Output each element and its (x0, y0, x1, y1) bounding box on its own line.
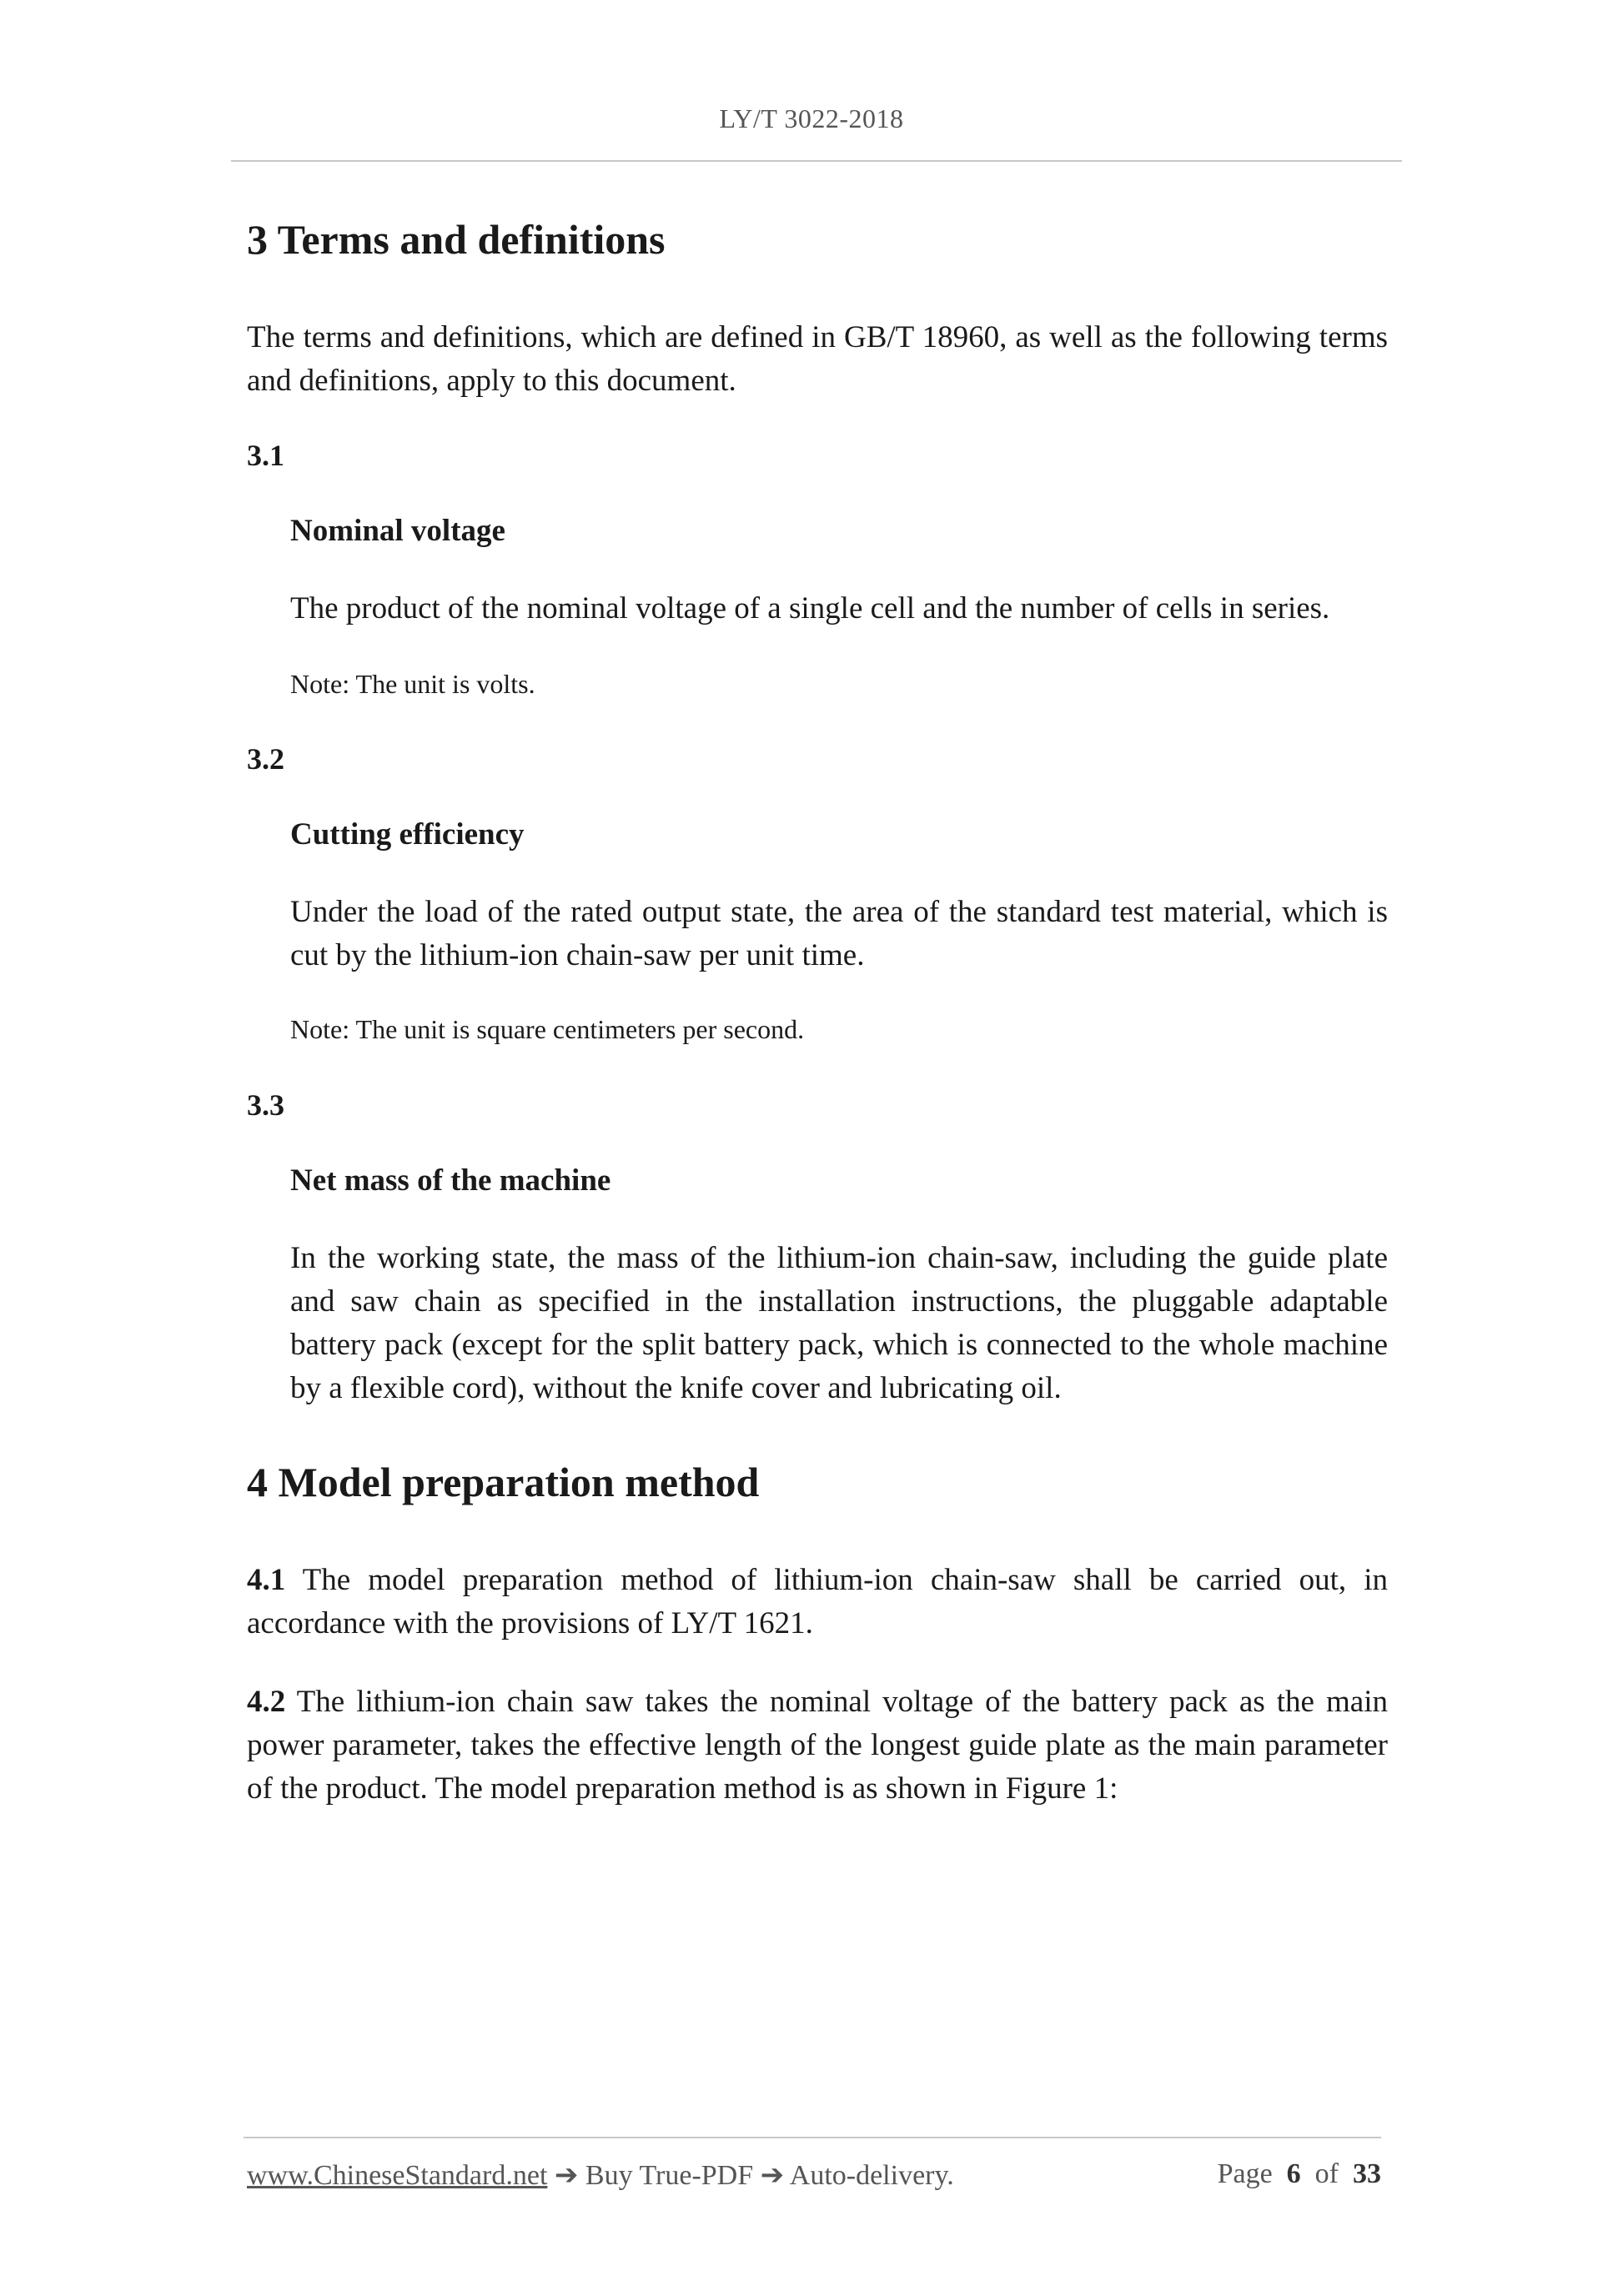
clause-4-1-number: 4.1 (247, 1563, 286, 1597)
term-3-3-definition: In the working state, the mass of the lithium-ion chain-saw, including the guide plate and saw chain as specified in the installation instructions, the pluggable adaptable battery pack (except for the split battery pack, which is connected to the whole machine by a flexible cord), without the knife cover and lubricating oil. (290, 1241, 1388, 1405)
arrow-icon: ➔ (760, 2160, 785, 2191)
section-4-heading: 4 Model preparation method (247, 1459, 760, 1505)
page-number (1218, 2158, 1381, 2190)
term-3-2-number: 3.2 (247, 742, 284, 776)
page-footer (247, 2158, 1381, 2192)
clause-4-2 (247, 1681, 1388, 1811)
clause-4-2-text: The lithium-ion chain saw takes the nominal voltage of the battery pack as the main power parameter, takes the effective length of the longest guide plate as the main parameter of the product. The model preparation method is as shown in Figure 1: (247, 1685, 1388, 1806)
page-current: 6 (1286, 2158, 1301, 2189)
term-3-3-title: Net mass of the machine (290, 1163, 611, 1198)
section-3-intro: The terms and definitions, which are defined in GB/T 18960, as well as the following terms and definitions, apply to this document. (247, 320, 1388, 398)
section-3-heading: 3 Terms and definitions (247, 216, 666, 263)
page-label: Page (1217, 2158, 1273, 2189)
footer-delivery-text: Auto-delivery. (789, 2160, 954, 2191)
term-3-2-definition: Under the load of the rated output state, the area of the standard test material, which is cut by the lithium-ion chain-saw per unit time. (290, 895, 1388, 972)
page-header-doc-id: LY/T 3022-2018 (719, 103, 904, 133)
term-3-2-title: Cutting efficiency (290, 817, 525, 852)
clause-4-1-text: The model preparation method of lithium-ion chain-saw shall be carried out, in accordance with the provisions of LY/T 1621. (247, 1563, 1388, 1640)
page-total: 33 (1353, 2158, 1381, 2189)
term-3-1-note: Note: The unit is volts. (290, 669, 535, 699)
term-3-1-definition: The product of the nominal voltage of a single cell and the number of cells in series. (290, 591, 1330, 625)
term-3-1-number: 3.1 (247, 439, 284, 472)
header-rule (231, 160, 1402, 162)
clause-4-2-number: 4.2 (247, 1685, 286, 1719)
footer-rule (244, 2137, 1381, 2138)
arrow-icon: ➔ (554, 2160, 579, 2191)
page-of: of (1314, 2158, 1339, 2189)
footer-buy-text: Buy True-PDF (585, 2160, 754, 2191)
term-3-2-note: Note: The unit is square centimeters per second. (290, 1014, 805, 1044)
clause-4-1 (247, 1559, 1388, 1645)
chinesestandard-link[interactable]: www.ChineseStandard.net (247, 2160, 548, 2191)
term-3-1-title: Nominal voltage (290, 514, 505, 548)
term-3-3-number: 3.3 (247, 1088, 284, 1122)
